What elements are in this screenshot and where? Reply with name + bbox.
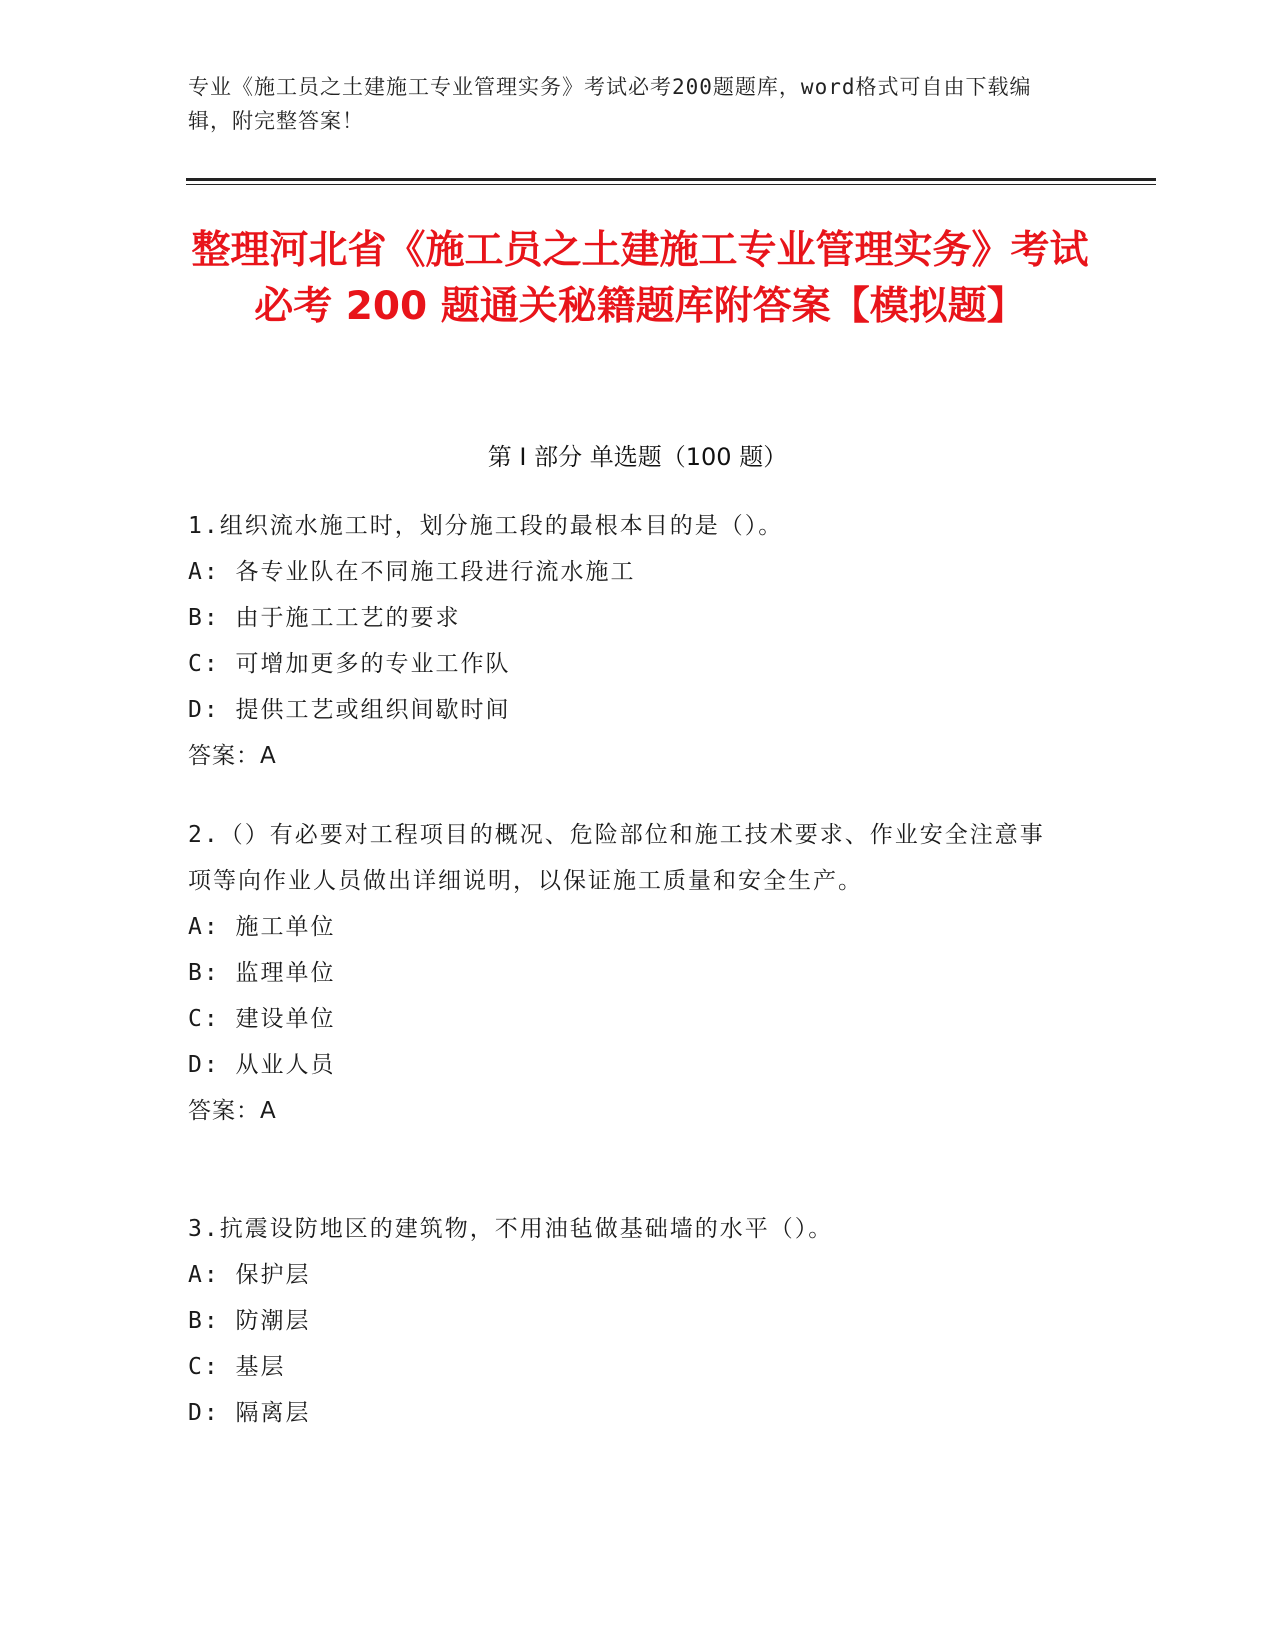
question-stem: 2.（）有必要对工程项目的概况、危险部位和施工技术要求、作业安全注意事项等向作业人员做出详细说明，以保证施工质量和安全生产。 [188,822,1045,894]
option-b: B: 监理单位 [188,960,336,986]
header-divider-thick [186,178,1156,181]
option-a: A: 各专业队在不同施工段进行流水施工 [188,559,636,585]
option-a: A: 施工单位 [188,914,336,940]
header-note: 专业《施工员之土建施工专业管理实务》考试必考200题题库，word格式可自由下载编辑，附完整答案！ [188,75,1032,133]
option-c: C: 可增加更多的专业工作队 [188,651,511,677]
option-b: B: 防潮层 [188,1308,311,1334]
section-title: 第 I 部分 单选题（100 题） [487,443,788,471]
option-c: C: 建设单位 [188,1006,336,1032]
answer-line: 答案：A [188,1098,277,1124]
option-d: D: 隔离层 [188,1400,311,1426]
option-a: A: 保护层 [188,1262,311,1288]
question-1 [188,503,1068,779]
option-b: B: 由于施工工艺的要求 [188,605,461,631]
question-3 [188,1206,1068,1436]
question-2 [188,812,1068,1134]
question-stem: 1.组织流水施工时，划分施工段的最根本目的是（）。 [188,513,784,539]
header-divider-thin [186,184,1156,185]
question-stem: 3.抗震设防地区的建筑物，不用油毡做基础墙的水平（）。 [188,1216,834,1242]
answer-line: 答案：A [188,743,277,769]
document-title: 整理河北省《施工员之土建施工专业管理实务》考试必考 200 题通关秘籍题库附答案【模拟题】 [191,228,1089,329]
option-c: C: 基层 [188,1354,286,1380]
option-d: D: 从业人员 [188,1052,336,1078]
option-d: D: 提供工艺或组织间歇时间 [188,697,511,723]
